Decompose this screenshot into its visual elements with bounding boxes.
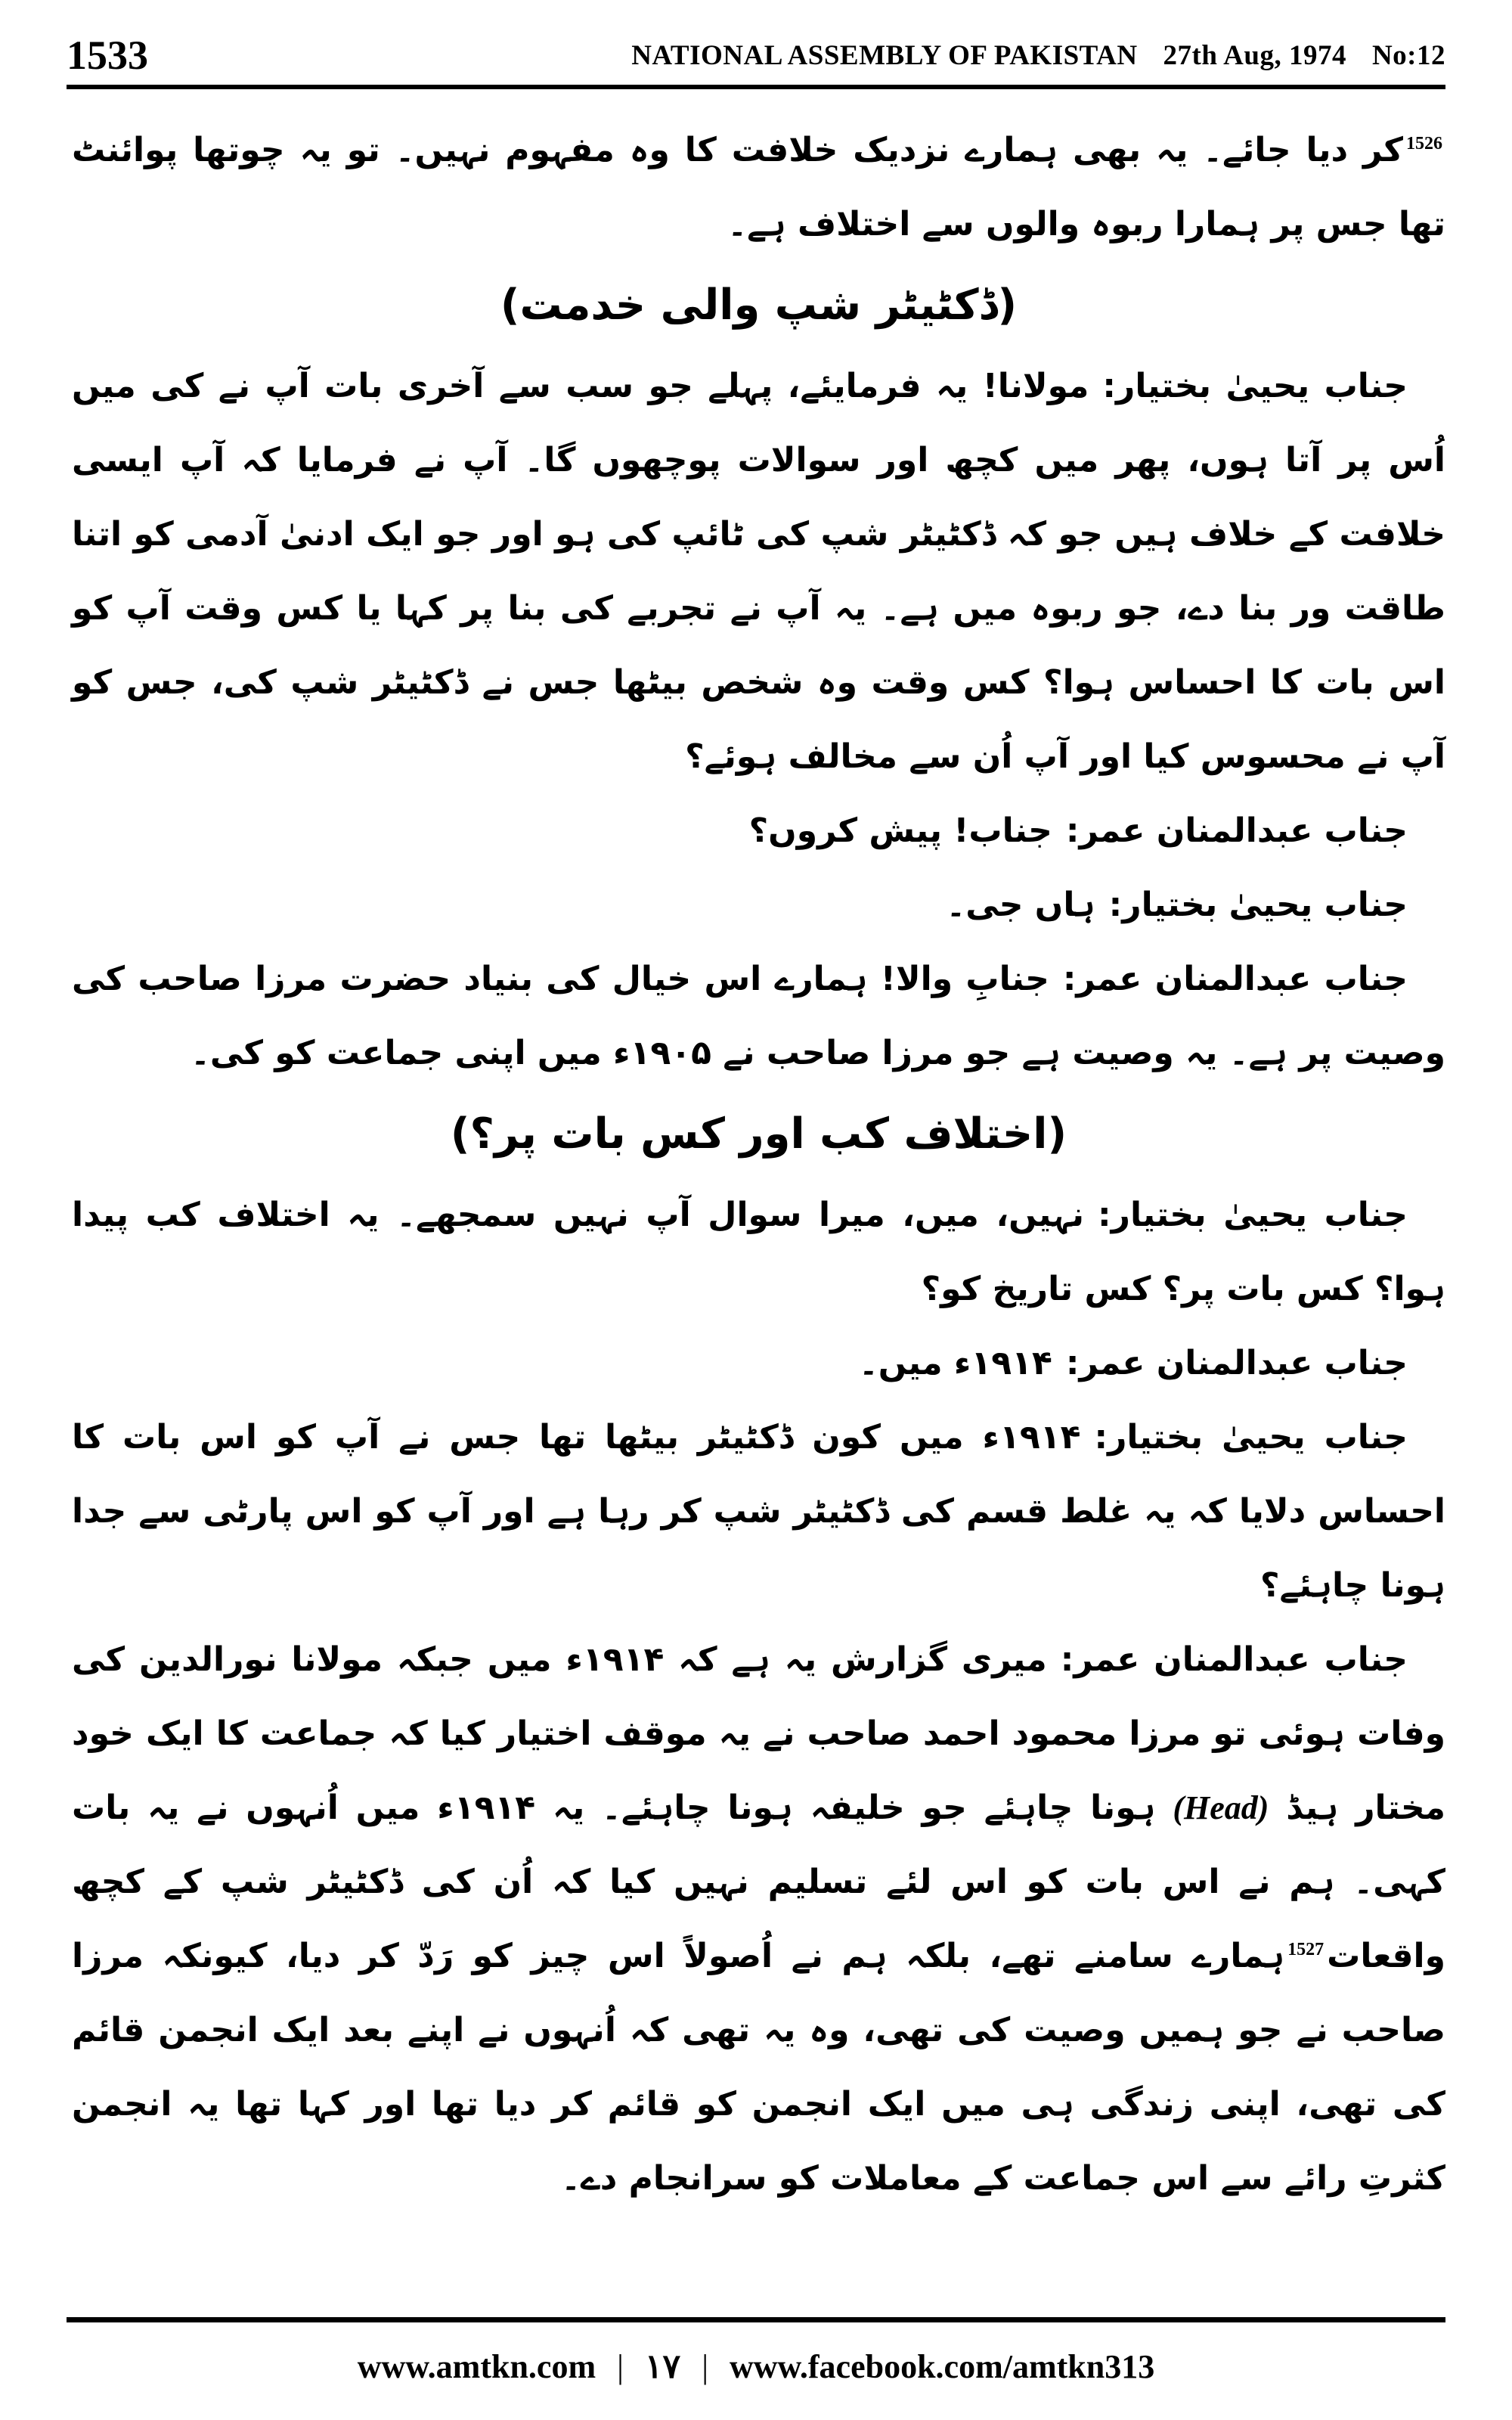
speech-text-c: ہمارے سامنے تھے، بلکہ ہم نے اُصولاً اس چیز کو رَدّ کر دیا، کیونکہ مرزا صاحب نے جو ہمیں وصیت کی تھی، وہ یہ تھی کہ اُنہوں نے اپنے بعد ایک انجمن قائم کی تھی، اپنی زندگی ہی میں ایک انجمن کو قائم کر دیا تھا اور کہا تھا یہ انجمن کثرتِ رائے سے اس جماعت کے معاملات کو سرانجام دے۔ [72,1937,1445,2198]
speaker-name: جناب یحییٰ بختیار : [1098,1196,1408,1234]
paragraph-1 [72,113,1445,262]
website-link[interactable]: www.amtkn.com [357,2347,596,2385]
speech-6 [72,1326,1445,1401]
speech-2 [72,794,1445,868]
footer-separator: | [617,2347,624,2385]
speech-text: ۱۹۱۴ء میں۔ [859,1344,1052,1382]
speech-text: نہیں، میں، میرا سوال آپ نہیں سمجھے۔ یہ اختلاف کب پیدا ہوا؟ کس بات پر؟ کس تاریخ کو؟ [72,1196,1445,1308]
speaker-name: جناب عبدالمنان عمر : [1066,1344,1408,1382]
section-heading-2: (اختلاف کب اور کس بات پر؟) [450,1109,1067,1159]
facebook-link[interactable]: www.facebook.com/amtkn313 [730,2347,1155,2385]
publication-title: NATIONAL ASSEMBLY OF PAKISTAN [631,39,1138,71]
speech-4 [72,942,1445,1091]
speaker-name: جناب یحییٰ بختیار : [1102,367,1408,405]
speaker-name: جناب عبدالمنان عمر : [1066,811,1408,850]
speech-text: مولانا! یہ فرمایئے، پہلے جو سب سے آخری بات آپ نے کی میں اُس پر آتا ہوں، پھر میں کچھ اور سوالات پوچھوں گا۔ آپ نے فرمایا کہ آپ ایسی خلافت کے خلاف ہیں جو کہ ڈکٹیٹر شپ کی ٹائپ کی ہو اور جو ایک ادنیٰ آدمی کو اتنا طاقت ور بنا دے، جو ربوہ میں ہے۔ یہ آپ نے تجربے کی بنا پر کہا یا کس وقت آپ کو اس بات کا احساس ہوا؟ کس وقت وہ شخص بیٹھا جس نے ڈکٹیٹر شپ کی، جس کو آپ نے محسوس کیا اور آپ اُن سے مخالف ہوئے؟ [72,367,1446,776]
footnote-marker: 1526 [1406,134,1442,154]
footer-separator: | [702,2347,708,2385]
speech-text-a: میری گزارش یہ ہے کہ ۱۹۱۴ء میں جبکہ مولانا نورالدین کی وفات ہوئی تو مرزا محمود احمد صاحب نے یہ موقف اختیار کیا کہ جماعت کا ایک خود مختار ہیڈ [72,1640,1445,1827]
footer-rule [67,2317,1445,2322]
page-number: 1533 [67,33,148,78]
speech-3 [72,868,1445,942]
speech-text: ۱۹۱۴ء میں کون ڈکٹیٹر بیٹھا تھا جس نے آپ کو اس بات کا احساس دلایا کہ یہ غلط قسم کی ڈکٹیٹر شپ کر رہا ہے اور آپ کو اس پارٹی سے جدا ہونا چاہئے؟ [72,1418,1445,1605]
speaker-name: جناب یحییٰ بختیار : [1094,1418,1408,1457]
speaker-name: جناب عبدالمنان عمر : [1061,1640,1408,1679]
speech-text: جناب! پیش کروں؟ [748,811,1052,850]
header-info [631,39,1445,72]
speech-8 [72,1623,1445,2216]
speaker-name: جناب یحییٰ بختیار : [1109,886,1408,924]
page-footer [67,2340,1445,2393]
latin-term: (Head) [1173,1789,1269,1826]
speech-7 [72,1401,1445,1623]
header-rule [67,85,1445,89]
speech-5 [72,1178,1445,1326]
speech-1 [72,349,1445,794]
speech-text: ہاں جی۔ [946,886,1095,924]
page-header [67,29,1445,82]
section-heading-1: (ڈکٹیٹر شپ والی خدمت) [500,281,1018,330]
speech-text: جنابِ والا! ہمارے اس خیال کی بنیاد حضرت مرزا صاحب کی وصیت پر ہے۔ یہ وصیت ہے جو مرزا صاحب نے ۱۹۰۵ء میں اپنی جماعت کو کی۔ [72,960,1445,1072]
footer-page-label: ۱۷ [644,2347,681,2385]
issue-number: No:12 [1371,39,1445,71]
paragraph-text: کر دیا جائے۔ یہ بھی ہمارے نزدیک خلافت کا وہ مفہوم نہیں۔ تو یہ چوتھا پوائنٹ تھا جس پر ہمارا ربوہ والوں سے اختلاف ہے۔ [72,131,1445,244]
speaker-name: جناب عبدالمنان عمر : [1063,960,1408,998]
footnote-marker: 1527 [1287,1940,1325,1960]
session-date: 27th Aug, 1974 [1163,39,1346,71]
transcript-body [72,113,1445,2307]
speech-text-b: ہونا چاہئے جو خلیفہ ہونا چاہئے۔ یہ ۱۹۱۴ء میں اُنہوں نے یہ بات کہی۔ ہم نے اس بات کو اس لئے تسلیم نہیں کیا کہ اُن کی ڈکٹیٹر شپ کے کچھ واقعات [72,1789,1445,1975]
